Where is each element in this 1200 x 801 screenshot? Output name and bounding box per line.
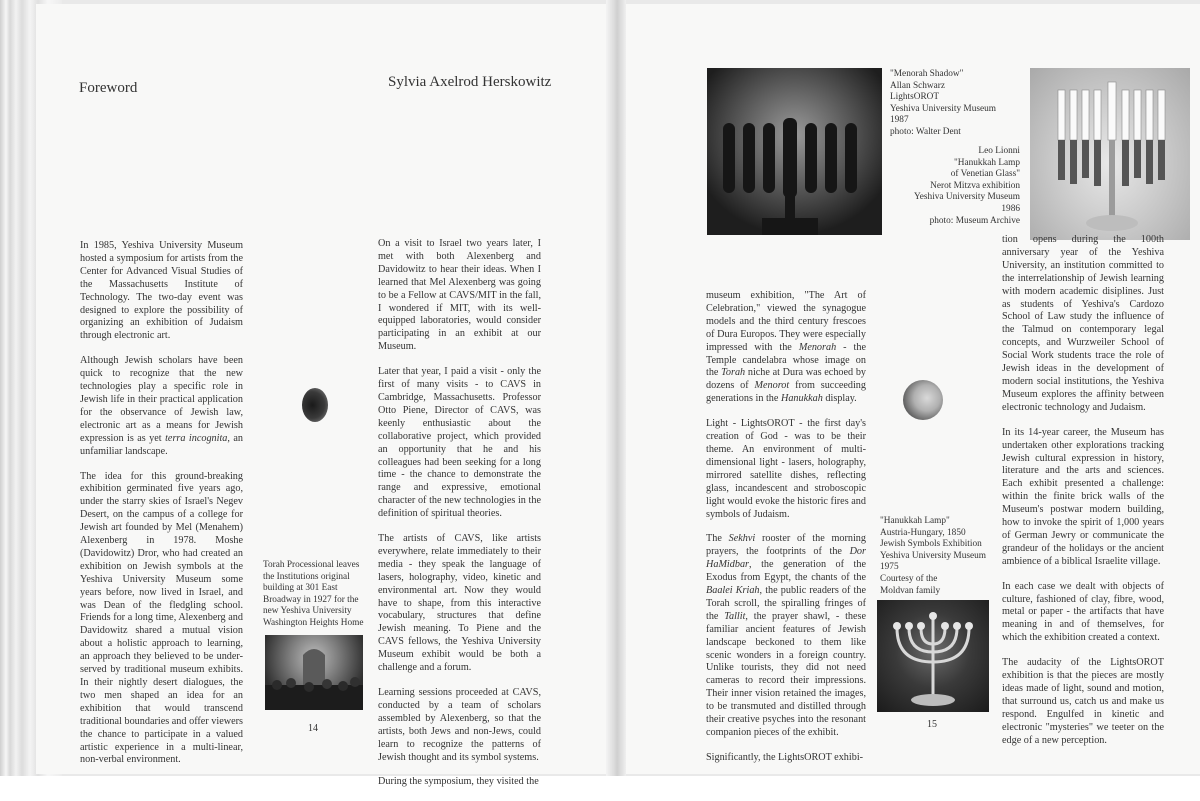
paragraph: Light - LightsOROT - the first day's creation of God - was to be their theme. An environment of multi-dimensional light - lasers, holography, mirrored satellite dishes, reflecting glass, incandescent and stroboscopic light would evoke the historic fires and symbols of Judaism. (706, 418, 866, 520)
torah-processional-image (265, 635, 363, 710)
photo-torah-processional (265, 635, 363, 710)
menorah-shadow-image (707, 68, 882, 235)
paragraph: museum exhibition, "The Art of Celebration," viewed the synagogue models and the third century frescoes of Dura Europos. They were especially impressed with the Menorah - the Temple candelabra whose image on the Torah niche at Dura was echoed by dozens of Menorot from succeeding generations in the Hanukkah display. (706, 290, 867, 405)
right-column-2 (1002, 234, 1164, 760)
caption-menorah-shadow: "Menorah Shadow" Allan Schwarz LightsOROT Yeshiva University Museum 1987 photo: Walter Dent (890, 69, 996, 137)
hanukkah-lamp-image (877, 600, 989, 712)
running-header-foreword: Foreword (79, 80, 138, 96)
paragraph: Later that year, I paid a visit - only the first of many visits - to CAVS in Cambridge, Massachusetts. Professor Otto Piene, Director of CAVS, was keenly enthusiastic about the collaborative project, which provided an opportunity that he and his colleagues had been seeking for a long time - the chance to demonstrate the range and expressive, emotional character of the new technologies in the definition of spiritual theories. (378, 366, 541, 520)
paragraph: The audacity of the LightsOROT exhibition is that the pieces are mostly ideas made of light, sound and motion, that surround us, catch us and make us respond. Engulfed in kinetic and electronic "mysteries" we teeter on the edge of a new perception. (1002, 657, 1164, 746)
paragraph: Significantly, the LightsOROT exhibi- (706, 751, 864, 763)
left-column-2 (378, 238, 541, 801)
paragraph: Although Jewish scholars have been quick to recognize that the new technologies play a specific role in Jewish life in their practical application for the observance of Jewish law, electronic art as a means for Jewish expression is as yet terra incognita, an unfamiliar landscape. (80, 355, 244, 457)
caption-leo-lionni: Leo Lionni "Hanukkah Lamp of Venetian Glass" Nerot Mitzva exhibition Yeshiva University Museum 1986 photo: Museum Archive (914, 146, 1020, 226)
paragraph: The idea for this ground-breaking exhibition germinated five years ago, under the starry skies of Israel's Negev Desert, on the campus of a college for Jewish art founded by Mel (Menahem) Alexenberg in 1978. Moshe (Davidowitz) Dror, who had created an exhibition on Jewish symbols at the Yeshiva University Museum some years before, now lived in Israel, and was Dean of the fledgling school. Friends for a long time, Alexenberg and Davidowitz shared a mutual vision about a holistic approach to learning, an approach they believed to be under-served by traditional museum exhibits. In their nightly desert dialogues, the two men shaped an idea for an exhibition that would transcend traditional boundaries and offer viewers the chance to participate in a valued artistic experience in a multi-linear, non-verbal environment. (80, 470, 243, 766)
left-column-1 (80, 240, 243, 779)
paragraph: The Sekhvi rooster of the morning prayers, the footprints of the Dor HaMidbar, the generation of the Exodus from Egypt, the chants of the Baalei Kriah, the public readers of the Torah scroll, the spiralling fringes of the Tallit, the prayer shawl, - these familiar ancient features of Jewish landscape beckoned to them like scenic wonders in a foreign country. Unlike tourists, they did not need cameras to record their impressions. Their inner vision retained the images, to be transmuted and distilled through their creative psyches into the resonant companion pieces of the exhibit. (706, 533, 866, 738)
page-number-left: 14 (308, 723, 318, 734)
caption-hanukkah-lamp: "Hanukkah Lamp" Austria-Hungary, 1850 Jewish Symbols Exhibition Yeshiva University Museum 1975 Courtesy of the Moldvan family (880, 516, 986, 596)
book-gutter (606, 0, 626, 776)
page-punch-hole (903, 380, 943, 420)
venetian-glass-lamp-image (1030, 68, 1190, 240)
paragraph: In 1985, Yeshiva University Museum hosted a symposium for artists from the Center for Advanced Visual Studies of the Massachusetts Institute of Technology. The two-day event was designed to explore the possibility of organizing an exhibition of Judaism through electronic art. (80, 240, 243, 342)
right-column-1 (706, 290, 866, 777)
paragraph: The artists of CAVS, like artists everywhere, relate immediately to their media - they speak the language of lasers, holography, video, kinetic and environmental art. Now they would have to shape, from this interactive vocabulary, structures that define Jewish meaning. To Piene and the CAVS fellows, the Yeshiva University Museum exhibit would be both a challenge and a forum. (378, 533, 541, 674)
photo-hanukkah-lamp (877, 600, 989, 712)
page-number-right: 15 (927, 719, 937, 730)
paragraph: On a visit to Israel two years later, I met with both Alexenberg and Davidowitz to hear their ideas. When I learned that Mel Alexenberg was going to be a Fellow at CAVS/MIT in the fall, I wondered if MIT, with its well-equipped laboratories, would consider participating in an exhibit at our Museum. (378, 238, 541, 353)
paragraph: In each case we dealt with objects of culture, fashioned of clay, fibre, wood, metal or paper - the artifacts that have meaning in and of themselves, for which the exhibition created a context. (1002, 580, 1164, 644)
photo-venetian-glass-lamp (1030, 68, 1190, 240)
photo-caption-torah-processional: Torah Processional leaves the Institutions original building at 301 East Broadway in 1927 for the new Yeshiva University Washington Heights Home (263, 560, 364, 628)
running-header-author: Sylvia Axelrod Herskowitz (388, 74, 552, 90)
paragraph: During the symposium, they visited the (378, 776, 539, 788)
photo-menorah-shadow (707, 68, 882, 235)
paragraph: Learning sessions proceeded at CAVS, conducted by a team of scholars assembled by Alexenberg, so that the artists, both Jews and non-Jews, could learn to recognize the patterns of Jewish thought and its symbol systems. (378, 687, 541, 763)
page-punch-hole (302, 388, 328, 422)
paragraph: tion opens during the 100th anniversary year of the Yeshiva University, an institution committed to the interrelationship of Jewish learning with modern academic disiplines. Just as students of Yeshiva's Cardozo School of Law study the influence of the Talmud on contemporary legal concepts, and Wurzweiler School of Social Work students trace the role of Jewish ideas in the development of modern social institutions, the Yeshiva Museum explores the affinity between electronic technology and Judaism. (1002, 234, 1164, 413)
paragraph: In its 14-year career, the Museum has undertaken other explorations tracking Jewish cultural expression in history, literature and the arts and sciences. Each exhibit presented a challenge: within the finite brick walls of the Museum's postwar modern building, how to invoke the spirit of 1,000 years of German Jewry or communicate the grandeur of the holidays or the ancient ambience of a biblical Israelite village. (1002, 426, 1164, 567)
